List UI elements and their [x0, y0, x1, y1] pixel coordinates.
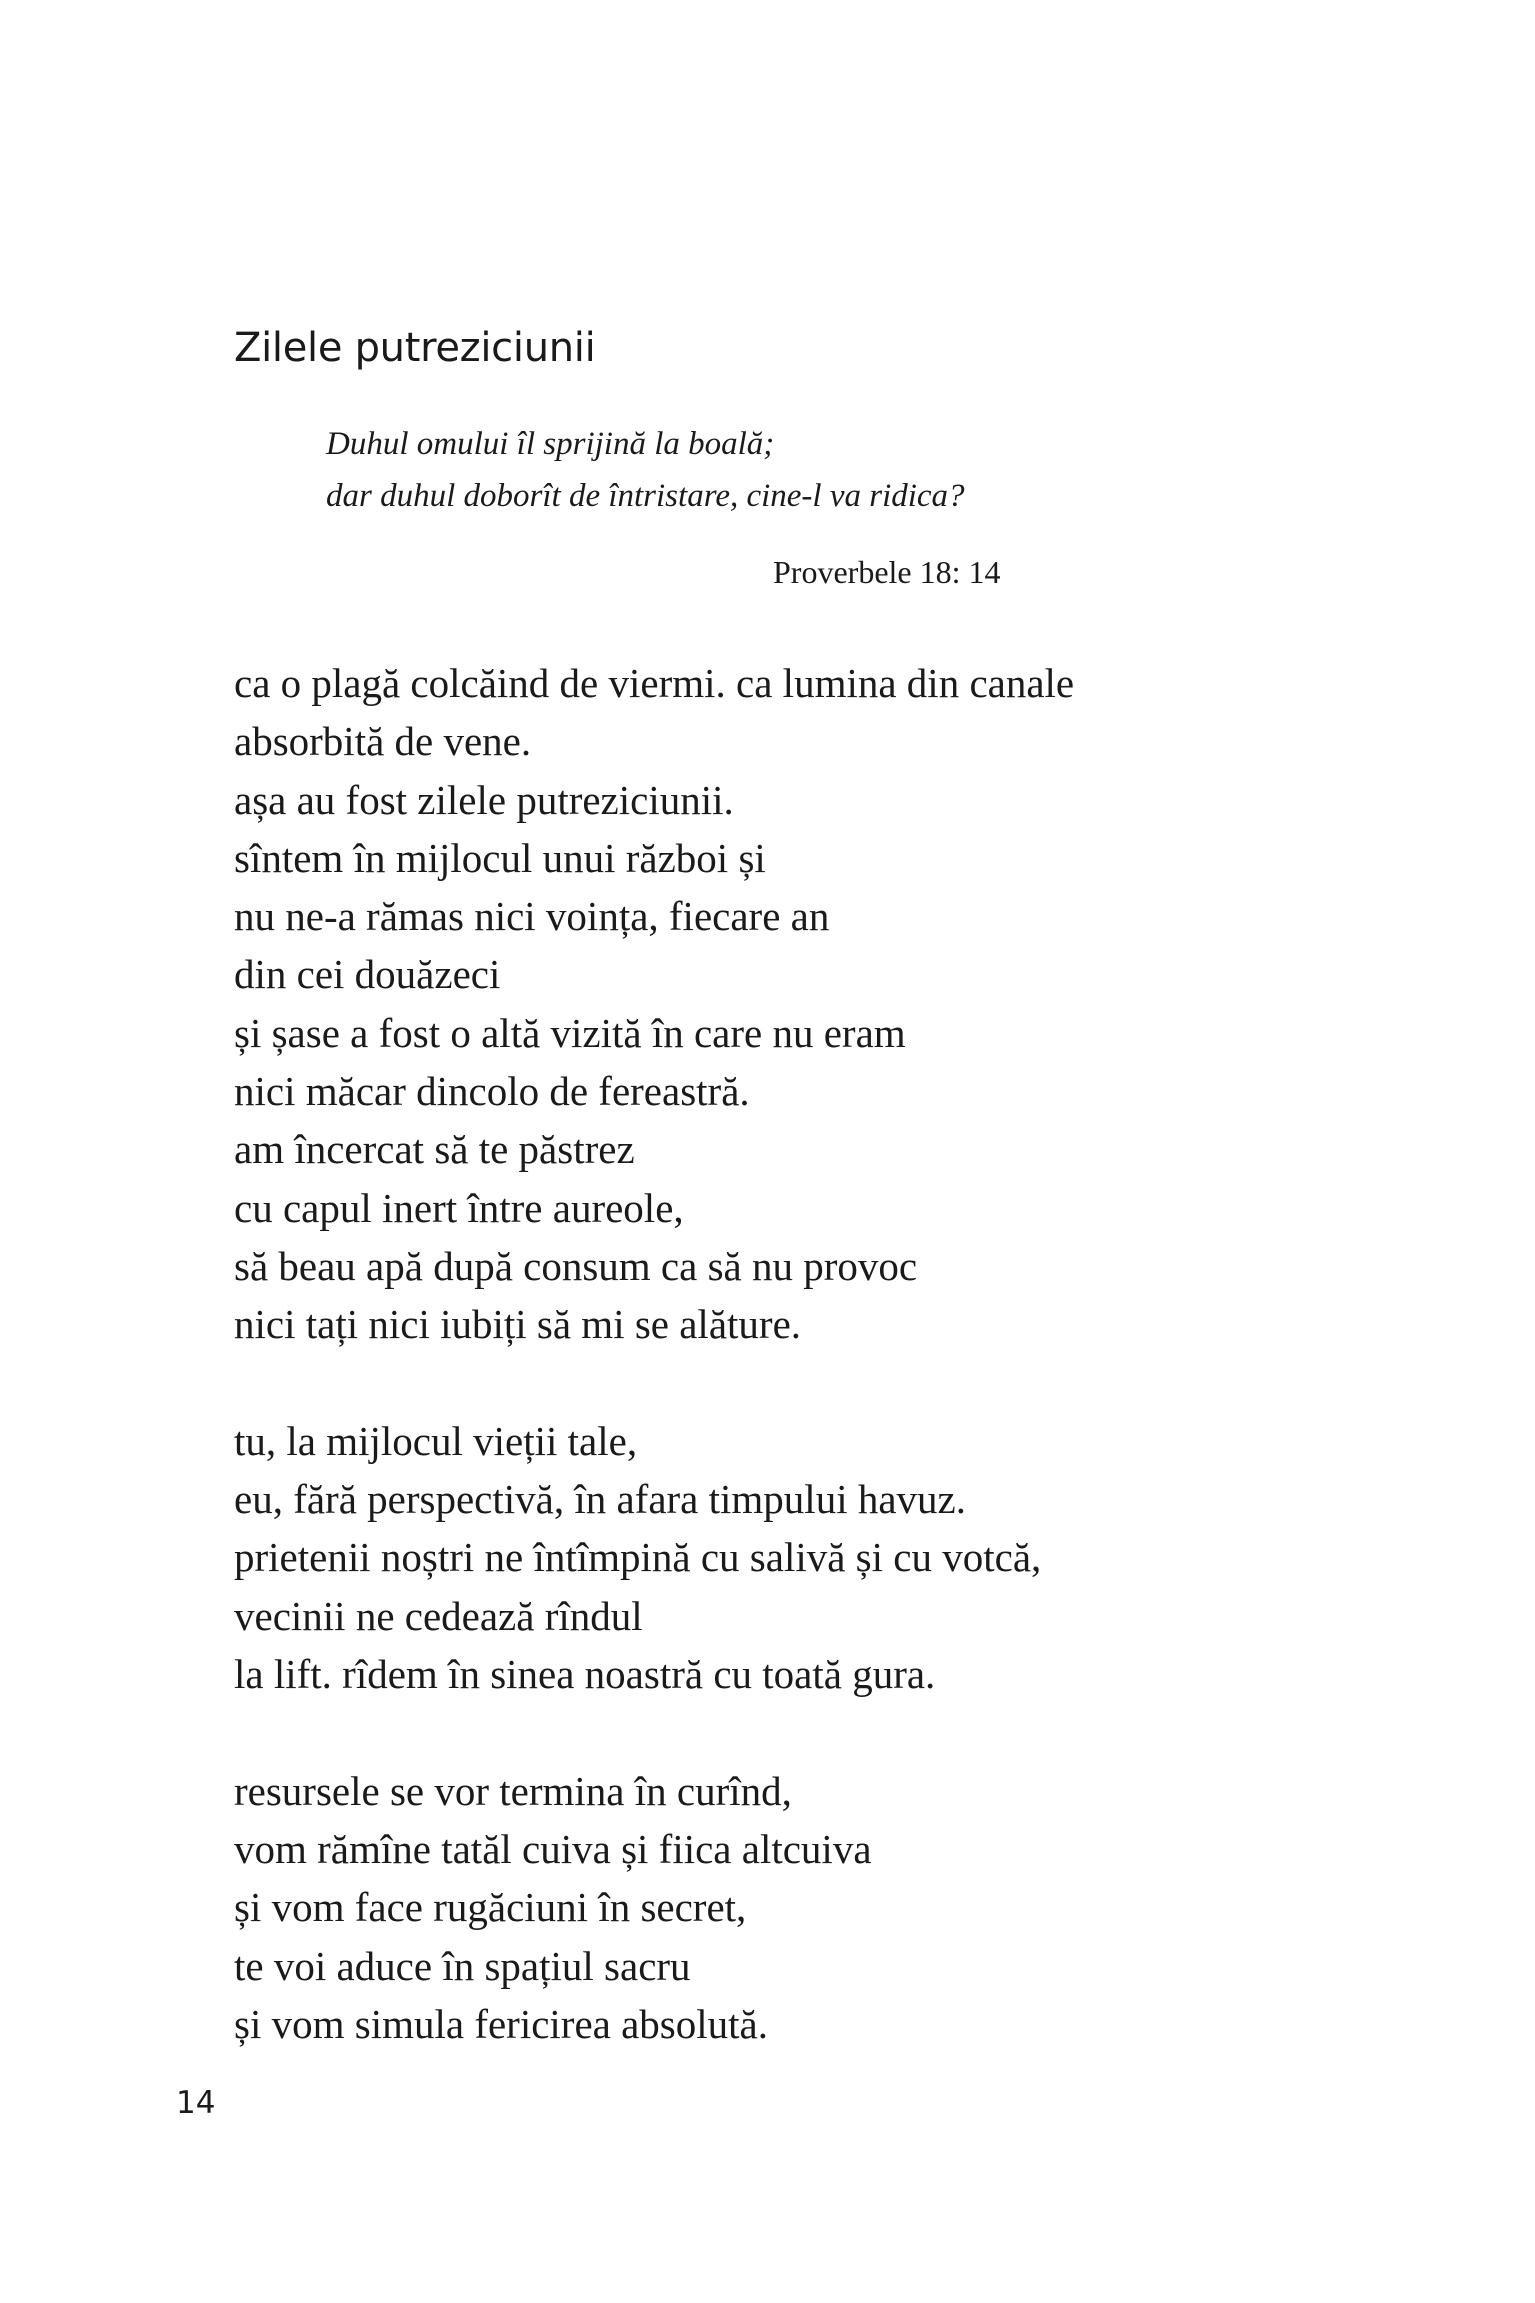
- poem-line: resursele se vor termina în curînd,: [234, 1767, 792, 1814]
- poem-line: nu ne-a rămas nici voința, fiecare an: [234, 893, 830, 940]
- poem-line: nici tați nici iubiți să mi se alăture.: [234, 1301, 802, 1348]
- poem-line: nici măcar dincolo de fereastră.: [234, 1068, 750, 1115]
- poem-line: din cei douăzeci: [234, 951, 501, 998]
- epigraph-line: dar duhul doborît de întristare, cine-l va ridica?: [326, 478, 965, 514]
- poem-line: prietenii noștri ne întîmpină cu salivă și cu votcă,: [234, 1534, 1042, 1581]
- stanza-1: [234, 654, 1074, 1354]
- epigraph-line: Duhul omului îl sprijină la boală;: [326, 426, 775, 462]
- poem-title: Zilele putreziciunii: [234, 325, 596, 371]
- poem-line: eu, fără perspectivă, în afara timpului havuz.: [234, 1476, 966, 1523]
- poem-line: ca o plagă colcăind de viermi. ca lumina din canale: [234, 660, 1075, 706]
- poem-line: și vom simula fericirea absolută.: [234, 2000, 768, 2047]
- stanza-2: [234, 1412, 1074, 1703]
- epigraph-source: Proverbele 18: 14: [773, 554, 1001, 590]
- epigraph: [326, 418, 965, 522]
- poem-line: am încercat să te păstrez: [234, 1126, 635, 1173]
- page-number: 14: [176, 2085, 216, 2121]
- stanza-3: [234, 1762, 1074, 2053]
- poem-line: sîntem în mijlocul unui război și: [234, 834, 766, 881]
- poem-line: tu, la mijlocul vieții tale,: [234, 1417, 638, 1464]
- poem-line: vecinii ne cedează rîndul: [234, 1592, 643, 1639]
- poem-body: [234, 654, 1074, 2053]
- poem-line: și șase a fost o altă vizită în care nu eram: [234, 1009, 906, 1056]
- poem-line: să beau apă după consum ca să nu provoc: [234, 1242, 918, 1289]
- poem-line: la lift. rîdem în sinea noastră cu toată gura.: [234, 1651, 936, 1698]
- poem-line: vom rămîne tatăl cuiva și fiica altcuiva: [234, 1825, 872, 1872]
- poem-line: cu capul inert între aureole,: [234, 1184, 684, 1231]
- poem-line: așa au fost zilele putreziciunii.: [234, 776, 734, 823]
- poem-line: te voi aduce în spațiul sacru: [234, 1942, 691, 1989]
- poem-line: absorbită de vene.: [234, 718, 532, 765]
- poem-line: și vom face rugăciuni în secret,: [234, 1884, 747, 1931]
